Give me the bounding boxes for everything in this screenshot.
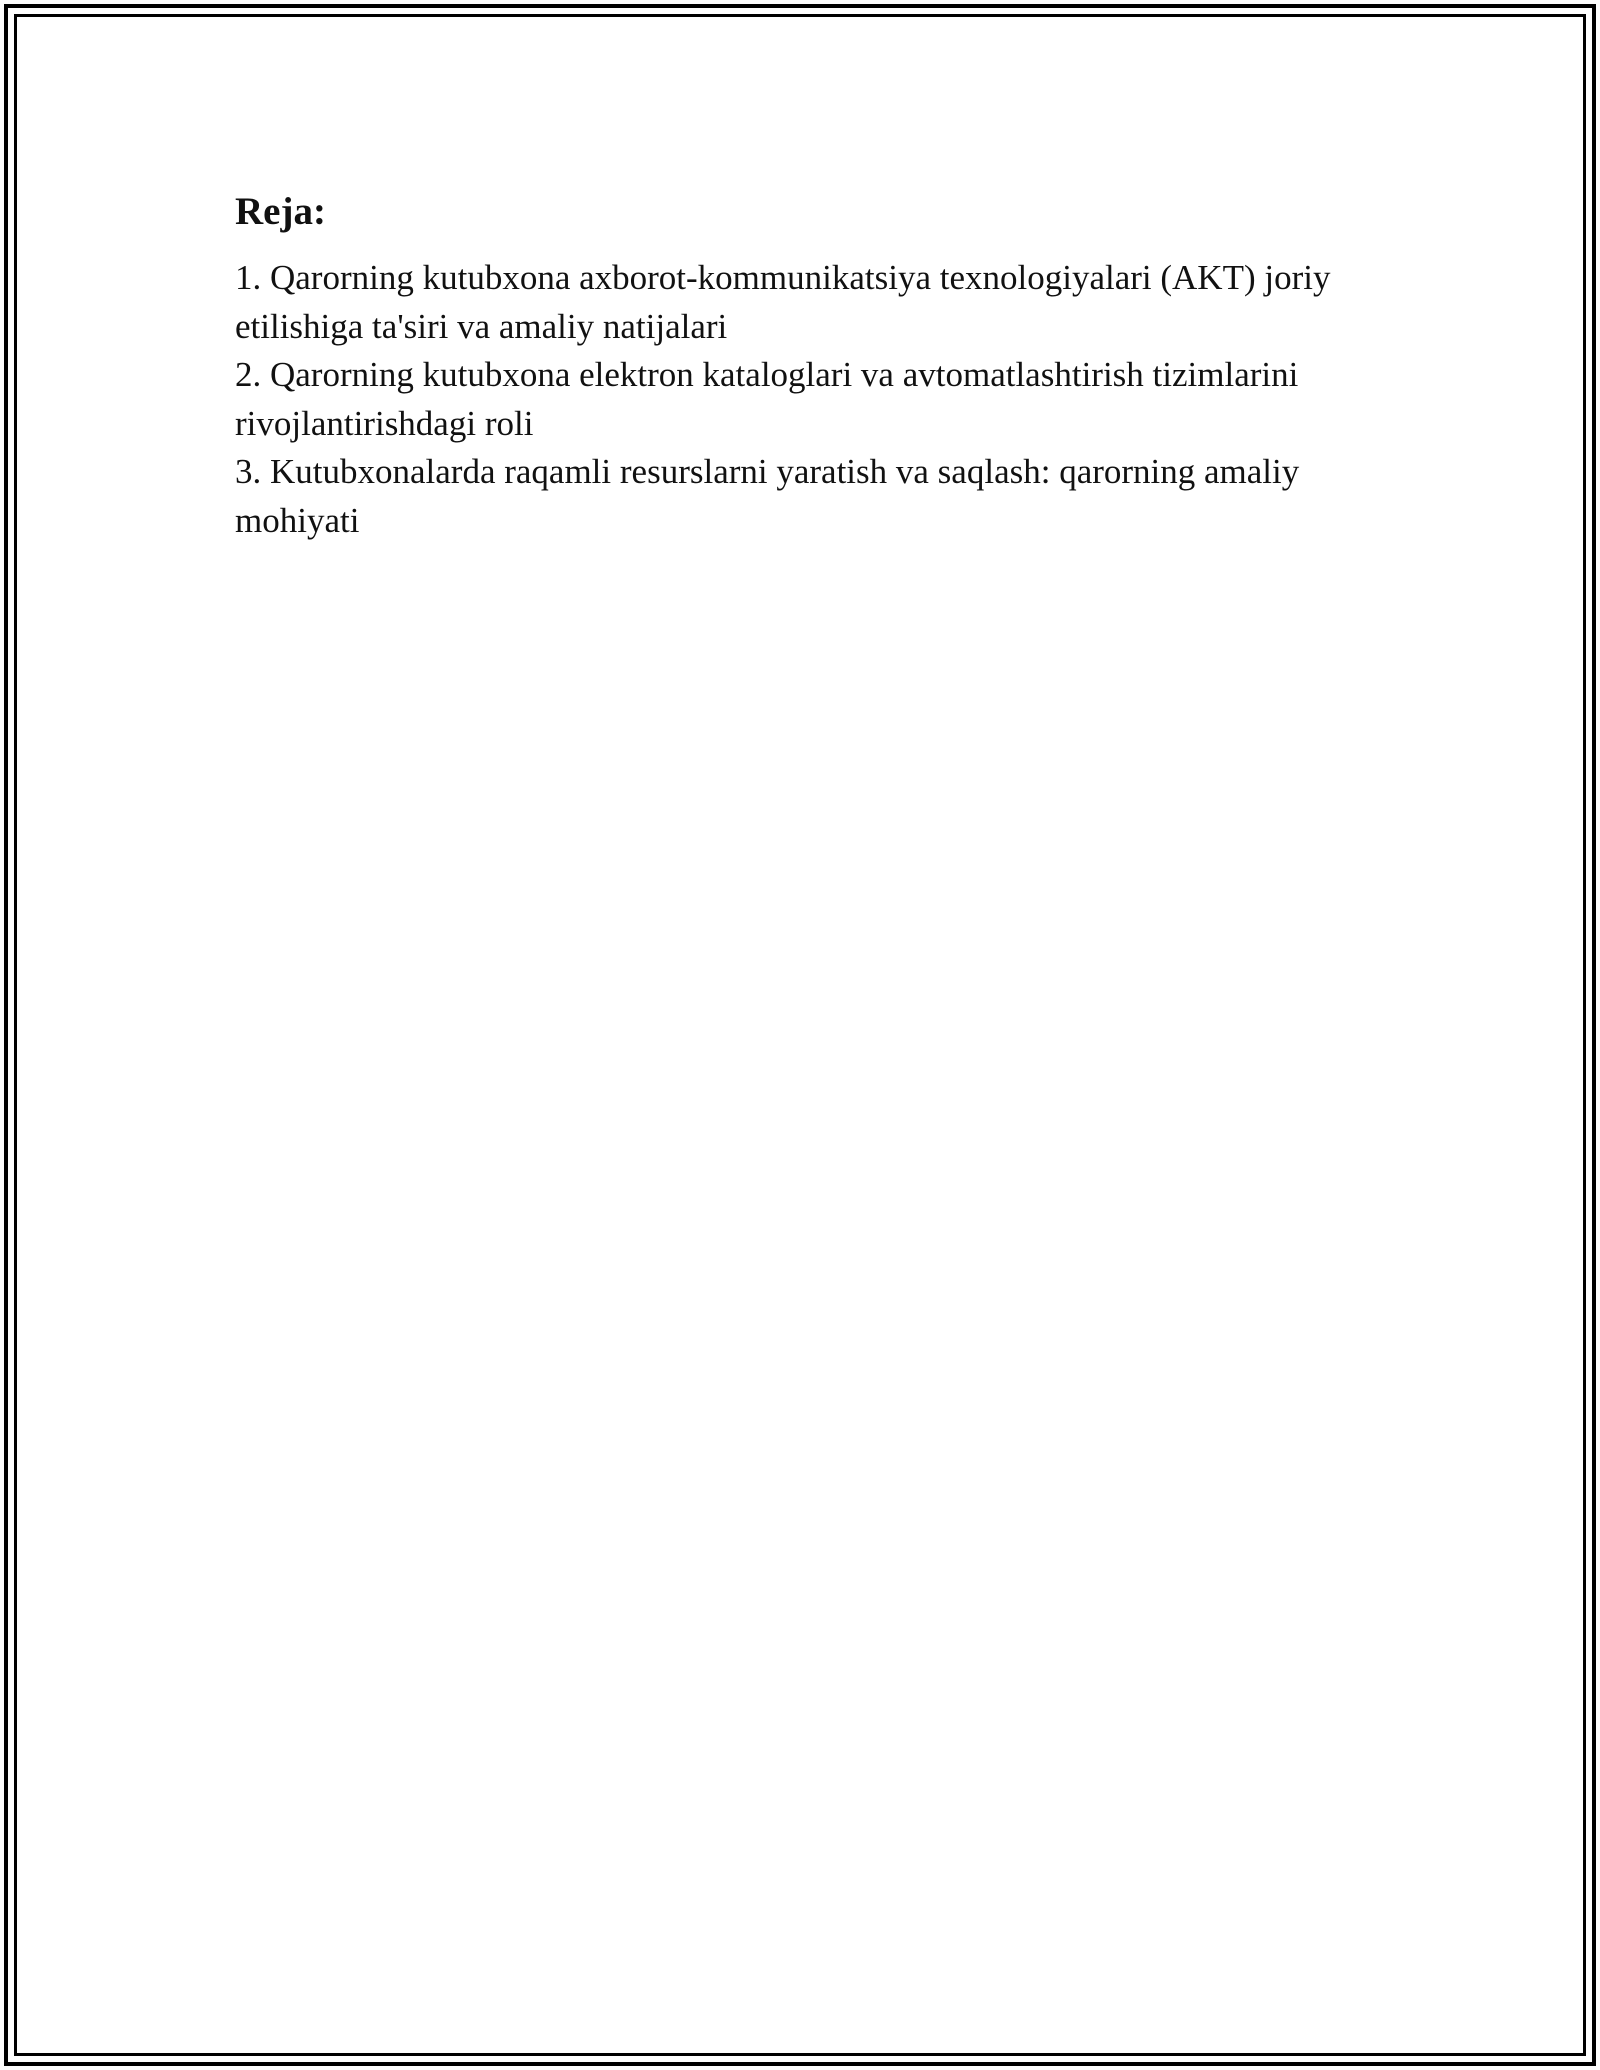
plan-item-3: 3. Kutubxonalarda raqamli resurslarni yaratish va saqlash: qarorning amaliy mohiyati bbox=[235, 452, 1300, 540]
plan-heading: Reja: bbox=[235, 190, 326, 233]
plan-item-1: 1. Qarorning kutubxona axborot-kommunikatsiya texnologiyalari (AKT) joriy etilishiga ta'siri va amaliy natijalari bbox=[235, 258, 1331, 346]
plan-item-2: 2. Qarorning kutubxona elektron kataloglari va avtomatlashtirish tizimlarini rivojlantirishdagi roli bbox=[235, 355, 1299, 443]
document-content bbox=[235, 186, 1375, 545]
plan-list bbox=[235, 254, 1375, 545]
